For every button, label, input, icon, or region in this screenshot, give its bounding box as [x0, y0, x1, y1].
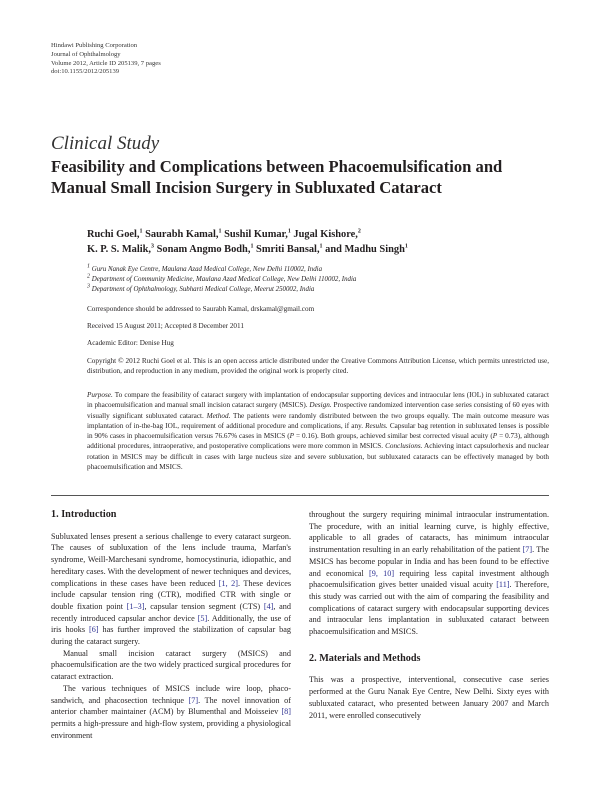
author-name: Sonam Angmo Bodh,	[154, 244, 251, 255]
citation-link[interactable]: [6]	[89, 625, 99, 635]
author-name: Saurabh Kamal,	[142, 229, 219, 240]
author-name: and Madhu Singh	[322, 244, 405, 255]
paragraph: Subluxated lenses present a serious challenge to every cataract surgeon. The causes of subluxation of the lens include trauma, Marfan's syndrome, Weill-Marchesani syndrome, homocystinuria, idiopathic, and hereditary cases. With the development of newer techniques and devices, complications in these cases have been reduced [1, 2]. These devices include capsular tension ring (CTR), modified CTR with single or double fixation point [1–3], capsular tension segment (CTS) [4], and recently introduced capsular anchor device [5]. Additionally, the use of iris hooks [6] has further improved the stabilization of capsular bag during the cataract surgery.	[51, 531, 292, 647]
author-list	[87, 227, 408, 257]
author-line	[87, 242, 408, 257]
right-column	[309, 509, 549, 721]
author-affiliation-mark: 1	[319, 243, 323, 250]
citation-link[interactable]: [1–3]	[126, 601, 145, 611]
author-name: Ruchi Goel,	[87, 229, 140, 240]
citation-link[interactable]: [8]	[281, 707, 291, 717]
abstract-text: Purpose. To compare the feasibility of cataract surgery with implantation of endocapsular supporting devices and intraocular lens (IOL) in subluxated cataract in phacoemulsification and manual small incision cataract surgery (MSICS). Design. Prospective randomized intervention case series consisting of 60 eyes with visually significant subluxated cataract. Method. The patients were randomly distributed between the two groups equally. The main outcome measure was implantation of in-the-bag IOL, requirement of additional procedure and complications, if any. Results. Capsular bag retention in subluxated lenses is possible in 90% cases in phacoemulsification versus 76.67% cases in MSICS (P = 0.16). Both groups, achieved similar best corrected visual acuity (P = 0.73), although additional procedures, intraoperative, and postoperative complications were more common in MSICS. Conclusions. Achieving intact capsulorhexis and nuclear rotation in MSICS may be difficult in cases with large nucleus size and severe subluxation, but subluxated cataracts can be effectively managed by both phacoemulsification and MSICS.	[87, 391, 550, 472]
doi: doi:10.1155/2012/205139	[51, 68, 120, 76]
citation-link[interactable]: [9, 10]	[369, 568, 395, 578]
article-type: Clinical Study	[51, 133, 160, 154]
author-affiliation-mark: 1	[287, 228, 291, 235]
author-affiliation-mark: 2	[357, 228, 361, 235]
correspondence: Correspondence should be addressed to Saurabh Kamal, drskamal@gmail.com	[87, 305, 315, 313]
author-name: Sushil Kumar,	[221, 229, 288, 240]
paragraph: throughout the surgery requiring minimal intraocular instrumentation. The procedure, with an initial learning curve, is highly effective, applicable to all grades of cataracts, has minimum intraocular instrumentation resulting in an early rehabilitation of the patient [7]. The MSICS has become popular in India and has been found to be effective and economical [9, 10] requiring less capital investment although phacoemulsification gives better unaided visual acuity [11]. Therefore, this study was carried out with the aim of comparing the feasibility and complications of cataract surgery with endocapsular supporting devices and intraocular lens implantation in subluxated cataract between phacoemulsification and MSICS.	[309, 510, 549, 637]
paragraph: Manual small incision cataract surgery (MSICS) and phacoemulsification are the two widely practiced surgical procedures for cataract extraction.	[51, 648, 291, 682]
academic-editor: Academic Editor: Denise Hug	[87, 339, 174, 347]
journal-header	[51, 42, 161, 77]
author-affiliation-mark: 1	[250, 243, 254, 250]
author-affiliation-mark: 1	[404, 243, 408, 250]
paragraph: This was a prospective, interventional, consecutive case series performed at the Guru Nanak Eye Centre, New Delhi. Sixty eyes with subluxated cataract, who presented between January 2007 and March 2011, were enrolled consecutively	[309, 675, 549, 720]
paper-title	[51, 156, 502, 198]
volume-info: Volume 2012, Article ID 205139, 7 pages	[51, 59, 161, 67]
author-name: Jugal Kishore,	[290, 229, 358, 240]
paragraph: The various techniques of MSICS include wire loop, phaco-sandwich, and phacosection technique [7]. The novel innovation of anterior chamber maintainer (ACM) by Blumenthal and Moisseiev [8] permits a high-pressure and high-flow system, providing a physiological environment	[51, 683, 291, 740]
title-line: Feasibility and Complications between Phacoemulsification and	[51, 157, 503, 176]
author-line	[87, 227, 408, 242]
citation-link[interactable]: [5]	[197, 613, 208, 623]
author-name: K. P. S. Malik,	[87, 244, 151, 255]
left-column	[51, 509, 291, 741]
affiliation-list	[87, 265, 356, 296]
citation-link[interactable]: [11]	[496, 580, 510, 590]
affiliation: $^3$ Department of Ophthalmology, Subharti Medical College, Meerut 250002, India	[87, 284, 315, 294]
section-divider	[51, 495, 549, 496]
copyright-notice: Copyright © 2012 Ruchi Goel et al. This is an open access article distributed under the Creative Commons Attribution License, which permits unrestricted use, distribution, and reproduction in any medium, provided the original work is properly cited.	[87, 357, 549, 376]
publisher-name: Hindawi Publishing Corporation	[51, 42, 138, 49]
affiliation: $^1$ Guru Nanak Eye Centre, Maulana Azad Medical College, New Delhi 110002, India	[87, 263, 323, 273]
title-line: Manual Small Incision Surgery in Subluxated Cataract	[51, 178, 442, 197]
author-name: Smriti Bansal,	[253, 244, 320, 255]
journal-name: Journal of Ophthalmology	[51, 50, 121, 58]
citation-link[interactable]: [7]	[188, 695, 199, 705]
author-affiliation-mark: 3	[151, 243, 154, 250]
citation-link[interactable]: [7]	[522, 545, 533, 555]
abstract	[87, 390, 549, 472]
section-heading: 1. Introduction	[51, 509, 117, 520]
author-affiliation-mark: 1	[139, 228, 143, 235]
author-affiliation-mark: 1	[218, 228, 222, 235]
section-heading: 2. Materials and Methods	[309, 652, 421, 664]
citation-link[interactable]: [4]	[263, 601, 274, 611]
received-dates: Received 15 August 2011; Accepted 8 December 2011	[87, 322, 244, 330]
affiliation: $^2$ Department of Community Medicine, Maulana Azad Medical College, New Delhi 110002, India	[87, 273, 357, 284]
citation-link[interactable]: [1, 2]	[218, 578, 238, 588]
